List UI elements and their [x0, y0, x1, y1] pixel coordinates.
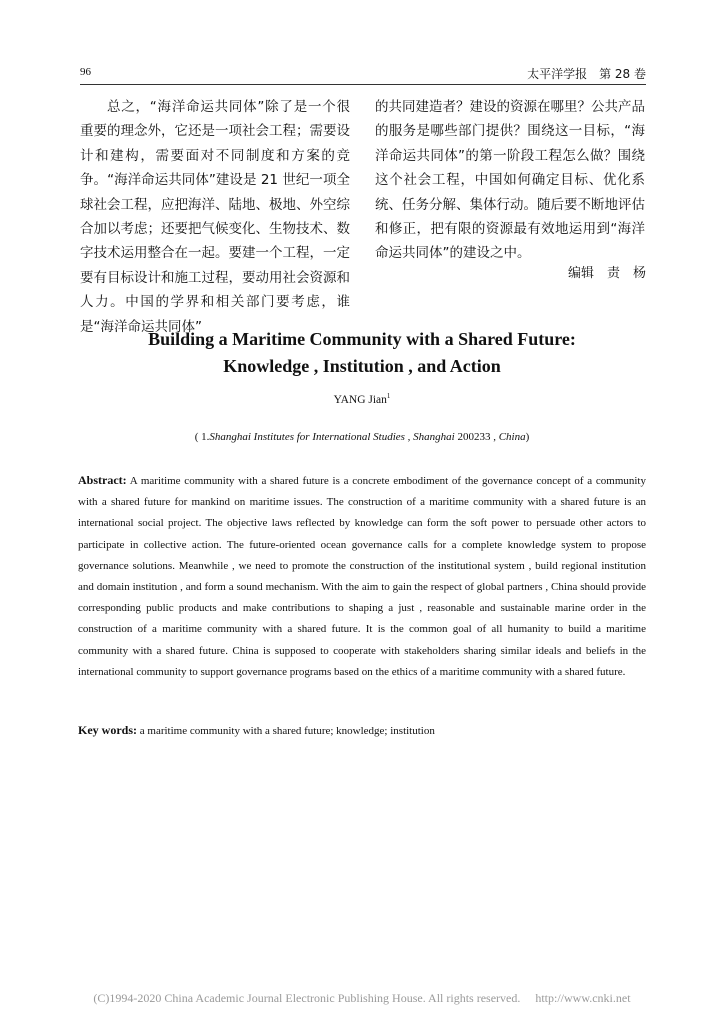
- journal-header: 太平洋学报 第 28 卷: [527, 67, 646, 81]
- abstract-label: Abstract:: [78, 473, 127, 487]
- english-title: [0, 326, 724, 380]
- keywords: [78, 720, 646, 742]
- body-right-column: 的共同建造者？建设的资源在哪里？公共产品的服务是哪些部门提供？围绕这一目标，“海洋命运共同体”的第一阶段工程怎么做？围绕这个社会工程，中国如何确定目标、优化系统、任务分解、集体行动。随后要不断地评估和修正，把有限的资源最有效地运用到“海洋命运共同体”的建设之中。: [375, 99, 645, 262]
- keywords-label: Key words:: [78, 723, 137, 737]
- header-rule: [80, 84, 646, 85]
- affiliation-suffix: ): [525, 431, 530, 443]
- affiliation-prefix: ( 1.: [194, 431, 210, 443]
- abstract: [78, 470, 646, 683]
- keywords-text: a maritime community with a shared future; knowledge; institution: [137, 725, 435, 737]
- author-line: [0, 392, 724, 406]
- author-superscript: 1: [386, 392, 391, 400]
- author-name: YANG Jian: [333, 393, 387, 406]
- english-title-line1: Building a Maritime Community with a Shared Future:: [148, 329, 576, 349]
- page-number: 96: [80, 66, 91, 78]
- body-left-column: 总之，“海洋命运共同体”除了是一个很重要的理念外，它还是一项社会工程；需要设计和建构，需要面对不同制度和方案的竞争。“海洋命运共同体”建设是 21 世纪一项全球社会工程，应把海洋、陆地、极地、外空综合加以考虑；还要把气候变化、生物技术、数字技术运用整合在一起。要建一个工程，一定要有目标设计和施工过程，要动用社会资源和人力。中国的学界和相关部门要考虑，谁是“海洋命运共同体”: [80, 99, 350, 335]
- editor-credit: 编辑 责 杨: [567, 266, 646, 281]
- copyright-footer: (C)1994-2020 China Academic Journal Electronic Publishing House. All rights reserved. http://www.cnki.net: [93, 991, 631, 1005]
- affiliation: [0, 431, 724, 443]
- abstract-text: A maritime community with a shared future is a concrete embodiment of the governance concept of a community with a shared future for mankind on maritime issues. The construction of a maritime community with a shared future is an international social project. The objective laws reflected by knowledge can form the soft power to persuade other actors to participate in collective action. The future-oriented ocean governance calls for a complete knowledge system to propose governance solutions. Meanwhile , we need to promote the construction of the institutional system , build regional institution and domain institution , and form a sound mechanism. With the aim to gain the respect of global partners , China should provide corresponding public products and make contributions to shaping a just , reasonable and sustainable marine order in the construction of a maritime community with a shared future. It is the common goal of all humanity to build a maritime community with a shared future. China is supposed to cooperate with stakeholders sharing similar ideals and beliefs in the international community to support governance programs based on the ethics of a maritime community with a shared future.: [78, 475, 646, 678]
- affiliation-institute: Shanghai Institutes for International Studies , Shanghai: [209, 431, 455, 443]
- english-title-line2: Knowledge , Institution , and Action: [223, 356, 501, 376]
- affiliation-country: China: [498, 431, 526, 443]
- affiliation-code: 200233 ,: [454, 431, 499, 443]
